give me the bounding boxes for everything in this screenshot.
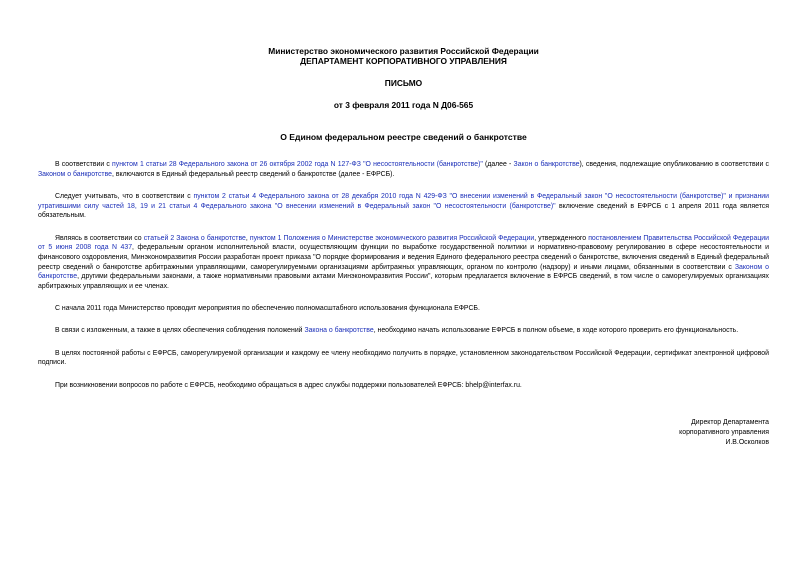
paragraph-1 xyxy=(38,160,769,179)
paragraph-3 xyxy=(38,234,769,292)
text-fragment: , федеральным органом исполнительной власти, осуществляющим функции по выработке государственной политики и нормативно-правовому регулированию в сфере несостоятельности и финансового оздоровления, Минэкономразвития России разработан проект приказа "О порядке формирования и ведения Единого федерального реестра сведений о банкротстве, включения сведений в Единый федеральный реестр сведений о банкротстве арбитражными управляющими, саморегулируемыми организациями арбитражных управляющих, органом по контролю (надзору) и иными лицами, обязанными в соответствии с xyxy=(38,244,769,271)
text-fragment: Следует учитывать, что в соответствии с xyxy=(55,192,194,200)
text-fragment: В связи с изложенным, а также в целях обеспечения соблюдения положений xyxy=(55,327,305,335)
link-bankruptcy-law[interactable]: Закон о банкротстве xyxy=(513,161,580,168)
text-fragment: Являясь в соответствии со xyxy=(55,234,144,242)
text-fragment: (далее - xyxy=(482,161,514,168)
link-law-429-fz-article-4[interactable]: пунктом 2 статьи 4 Федерального закона от 28 декабря 2010 года N 429-ФЗ "О внесении изменений в Федеральный закон "О несостоятельности (банкротстве)" и признании утратившими силу частей 18, 19 и 21 статьи 4 Федерального закона "О внесении изменений в Федеральный закон "О несостоятельности (банкротстве)" xyxy=(38,192,769,210)
document-subject: О Едином федеральном реестре сведений о банкротстве xyxy=(280,132,527,142)
text-fragment: В целях постоянной работы с ЕФРСБ, саморегулируемой организации и каждому ее члену необходимо получить в порядке, установленном законодательством Российской Федерации, сертификат электронной цифровой подписи. xyxy=(38,349,769,367)
paragraph-7 xyxy=(38,381,769,391)
link-law-127-fz-article-28[interactable]: пунктом 1 статьи 28 Федерального закона от 26 октября 2002 года N 127-ФЗ "О несостоятельности (банкротстве)" xyxy=(112,161,483,168)
paragraph-5 xyxy=(38,326,769,336)
signatory-department: корпоративного управления xyxy=(679,429,769,436)
link-bankruptcy-law-article-2[interactable]: статьей 2 Закона о банкротстве xyxy=(143,234,246,242)
paragraph-6 xyxy=(38,349,769,368)
text-fragment: , другими федеральными законами, а также нормативными правовыми актами Минэкономразвития России", которым предлагается включение в ЕФРСБ сведений, в том числе о саморегулируемых организациях арбитражных управляющих и ее членах. xyxy=(38,273,769,291)
link-ministry-regulation[interactable]: пунктом 1 Положения о Министерстве экономического развития Российской Федерации xyxy=(249,234,535,242)
text-fragment: В соответствии с xyxy=(55,161,113,168)
signatory-name: И.В.Осколков xyxy=(725,439,769,446)
text-fragment: , xyxy=(245,234,250,242)
signature-block xyxy=(679,418,769,448)
text-fragment: ), сведения, подлежащие опубликованию в соответствии с xyxy=(579,161,770,168)
paragraph-4 xyxy=(38,304,769,314)
document-body xyxy=(38,160,769,403)
document-header xyxy=(0,46,807,110)
text-fragment: включение сведений в ЕФРСБ с 1 апреля 2011 года является обязательным. xyxy=(38,202,769,220)
document-date-number: от 3 февраля 2011 года N Д06-565 xyxy=(333,100,474,110)
text-fragment: , утвержденного xyxy=(534,234,589,242)
link-bankruptcy-law[interactable]: Законом о банкротстве xyxy=(38,263,769,281)
link-bankruptcy-law[interactable]: Закона о банкротстве xyxy=(304,327,374,335)
text-fragment: , включаются в Единый федеральный реестр сведений о банкротстве (далее - ЕФРСБ). xyxy=(112,170,395,178)
text-fragment: При возникновении вопросов по работе с ЕФРСБ, необходимо обращаться в адрес службы поддержки пользователей ЕФРСБ: bhelp@interfax.ru. xyxy=(55,381,522,389)
paragraph-2 xyxy=(38,192,769,221)
department-name: ДЕПАРТАМЕНТ КОРПОРАТИВНОГО УПРАВЛЕНИЯ xyxy=(300,56,507,66)
document-type: ПИСЬМО xyxy=(384,78,423,88)
ministry-name: Министерство экономического развития Российской Федерации xyxy=(268,46,539,56)
link-government-resolution-437[interactable]: постановлением Правительства Российской Федерации от 5 июня 2008 года N 437 xyxy=(38,234,769,252)
text-fragment: , необходимо начать использование ЕФРСБ в полном объеме, в ходе которого проверить его функциональность. xyxy=(373,327,739,335)
signatory-position: Директор Департамента xyxy=(691,419,769,426)
link-bankruptcy-law[interactable]: Законом о банкротстве xyxy=(38,170,113,178)
text-fragment: С начала 2011 года Министерство проводит мероприятия по обеспечению полномасштабного использования функционала ЕФРСБ. xyxy=(55,305,480,313)
